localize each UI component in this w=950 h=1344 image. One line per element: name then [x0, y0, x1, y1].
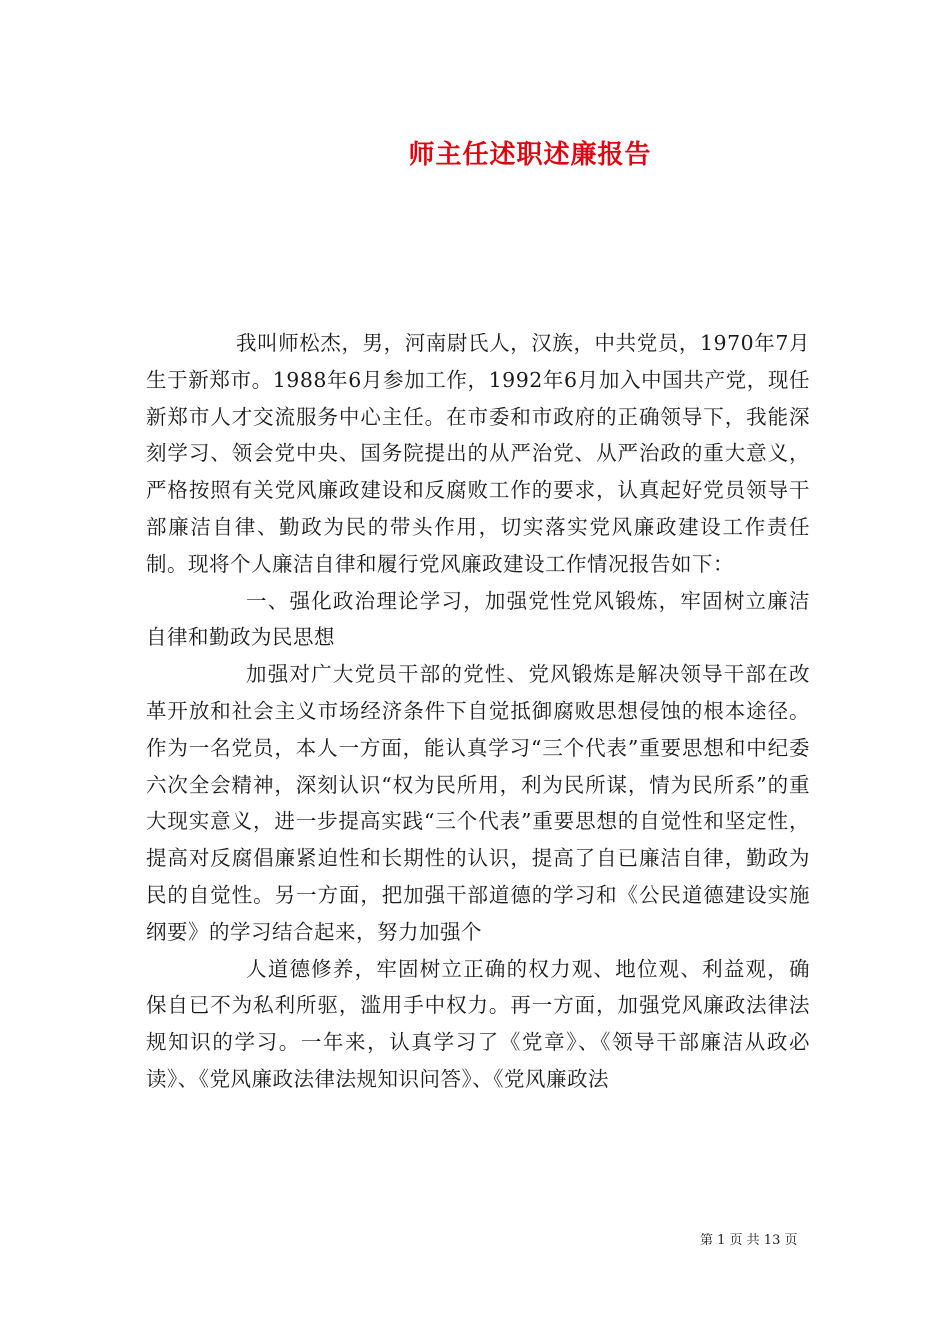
page-number: 第 1 页 共 13 页 [700, 1233, 798, 1248]
section-heading-1: 一、强化政治理论学习，加强党性党风锻炼，牢固树立廉洁自律和勤政为民思想 [146, 588, 810, 650]
paragraph-section-1: 加强对广大党员干部的党性、党风锻炼是解决领导干部在改革开放和社会主义市场经济条件下自觉抵御腐败思想侵蚀的根本途径。作为一名党员，本人一方面，能认真学习“三个代表”重要思想和中纪委六次全会精神，深刻认识“权为民所用，利为民所谋，情为民所系”的重大现实意义，进一步提高实践“三个代表”重要思想的自觉性和坚定性，提高对反腐倡廉紧迫性和长期性的认识，提高了自已廉洁自律，勤政为民的自觉性。另一方面，把加强干部道德的学习和《公民道德建设实施纲要》的学习结合起来，努力加强个 [146, 662, 810, 944]
paragraph-section-1-continued: 人道德修养，牢固树立正确的权力观、地位观、利益观，确保自已不为私利所驱，滥用手中权力。再一方面，加强党风廉政法律法规知识的学习。一年来，认真学习了《党章》、《领导干部廉洁从政必读》、《党风廉政法律法规知识问答》、《党风廉政法 [146, 956, 810, 1091]
document-title: 师主任述职述廉报告 [408, 140, 652, 170]
paragraph-intro: 我叫师松杰，男，河南尉氏人，汉族，中共党员，1970年7月生于新郑市。1988年6月参加工作，1992年6月加入中国共产党，现任新郑市人才交流服务中心主任。在市委和市政府的正确领导下，我能深刻学习、领会党中央、国务院提出的从严治党、从严治政的重大意义，严格按照有关党风廉政建设和反腐败工作的要求，认真起好党员领导干部廉洁自律、勤政为民的带头作用，切实落实党风廉政建设工作责任制。现将个人廉洁自律和履行党风廉政建设工作情况报告如下： [146, 331, 810, 576]
document-body [146, 325, 810, 1098]
